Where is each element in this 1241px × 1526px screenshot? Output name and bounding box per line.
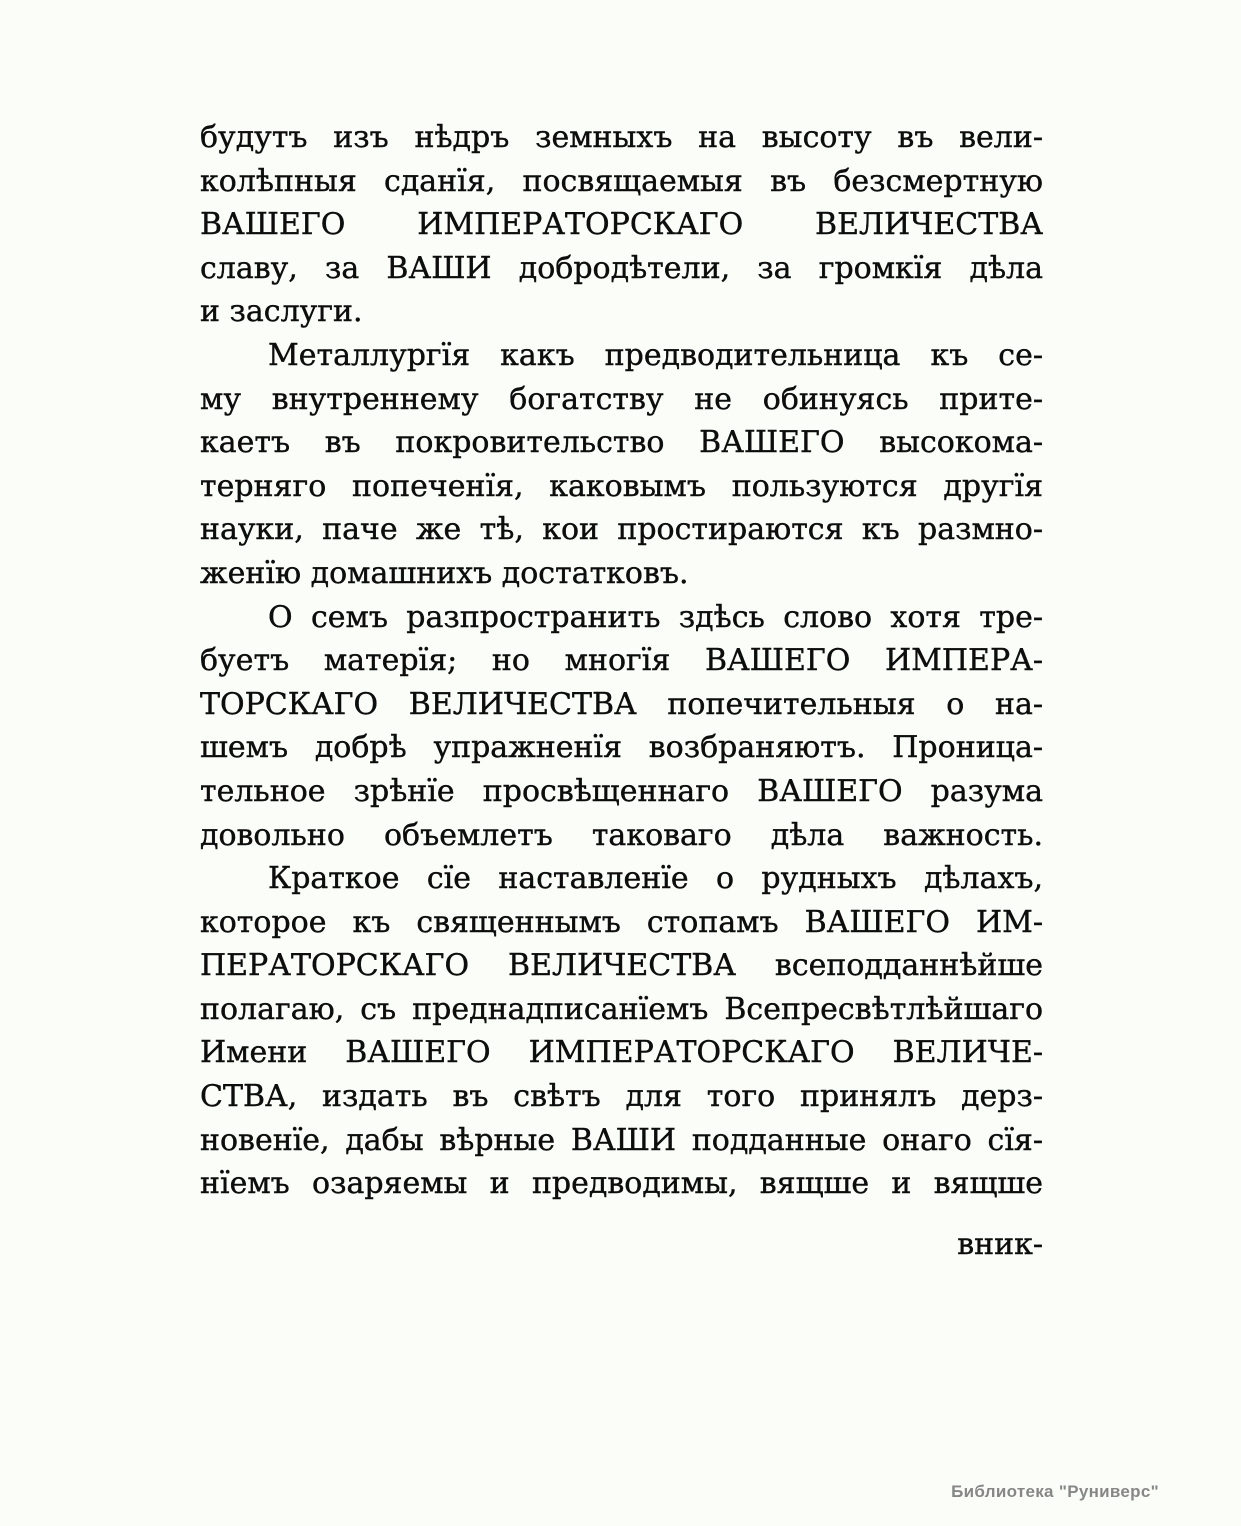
library-watermark: Библиотека "Руниверс" bbox=[951, 1482, 1159, 1501]
text-line: СТВА, издать въ свѣтъ для того принялъ дерз- bbox=[200, 1079, 1043, 1115]
text-line: ТОРСКАГО ВЕЛИЧЕСТВА попечительныя о на- bbox=[200, 686, 1043, 722]
text-line: женїю домашнихъ достатковъ. bbox=[200, 555, 689, 591]
paragraph bbox=[200, 116, 1043, 334]
text-line: каетъ въ покровительство ВАШЕГО высокома- bbox=[200, 425, 1043, 461]
text-line: му внутреннему богатству не обинуясь прите- bbox=[200, 381, 1043, 417]
text-line: терняго попеченїя, каковымъ пользуются другїя bbox=[200, 468, 1043, 504]
text-line: ПЕРАТОРСКАГО ВЕЛИЧЕСТВА всеподданнѣйше bbox=[200, 948, 1043, 984]
text-line: довольно объемлетъ таковаго дѣла важность. bbox=[200, 817, 1043, 853]
text-line: колѣпныя сданїя, посвящаемыя въ безсмертную bbox=[200, 163, 1043, 199]
text-line: Имени ВАШЕГО ИМПЕРАТОРСКАГО ВЕЛИЧЕ- bbox=[200, 1035, 1043, 1071]
text-line: нїемъ озаряемы и предводимы, вящше и вящше bbox=[200, 1166, 1043, 1202]
text-line: новенїе, дабы вѣрные ВАШИ подданные онаго сїя- bbox=[200, 1122, 1043, 1158]
text-line: Краткое сїе наставленїе о рудныхъ дѣлахъ, bbox=[268, 861, 1043, 897]
text-line: науки, паче же тѣ, кои простираются къ размно- bbox=[200, 512, 1043, 548]
text-line: полагаю, съ преднадписанїемъ Всепресвѣтлѣйшаго bbox=[200, 991, 1043, 1027]
text-line: О семъ разпространить здѣсь слово хотя тре- bbox=[268, 599, 1043, 635]
text-line: шемъ добрѣ упражненїя возбраняютъ. Проница- bbox=[200, 730, 1043, 766]
paragraph bbox=[200, 857, 1043, 1206]
paragraph bbox=[200, 596, 1043, 858]
text-line: буетъ матерїя; но многїя ВАШЕГО ИМПЕРА- bbox=[200, 643, 1043, 679]
catchword: вник- bbox=[957, 1226, 1043, 1262]
text-line: Металлургїя какъ предводительница къ се- bbox=[268, 337, 1043, 373]
text-line: славу, за ВАШИ добродѣтели, за громкїя дѣла bbox=[200, 250, 1043, 286]
text-line: которое къ священнымъ стопамъ ВАШЕГО ИМ- bbox=[200, 904, 1043, 940]
text-line: и заслуги. bbox=[200, 294, 363, 330]
paragraph bbox=[200, 334, 1043, 596]
text-line: тельное зрѣнїе просвѣщеннаго ВАШЕГО разума bbox=[200, 773, 1043, 809]
text-block bbox=[200, 116, 1043, 1266]
text-line: будутъ изъ нѣдръ земныхъ на высоту въ вели- bbox=[200, 120, 1043, 155]
text-line: ВАШЕГО ИМПЕРАТОРСКАГО ВЕЛИЧЕСТВА bbox=[200, 207, 1043, 243]
